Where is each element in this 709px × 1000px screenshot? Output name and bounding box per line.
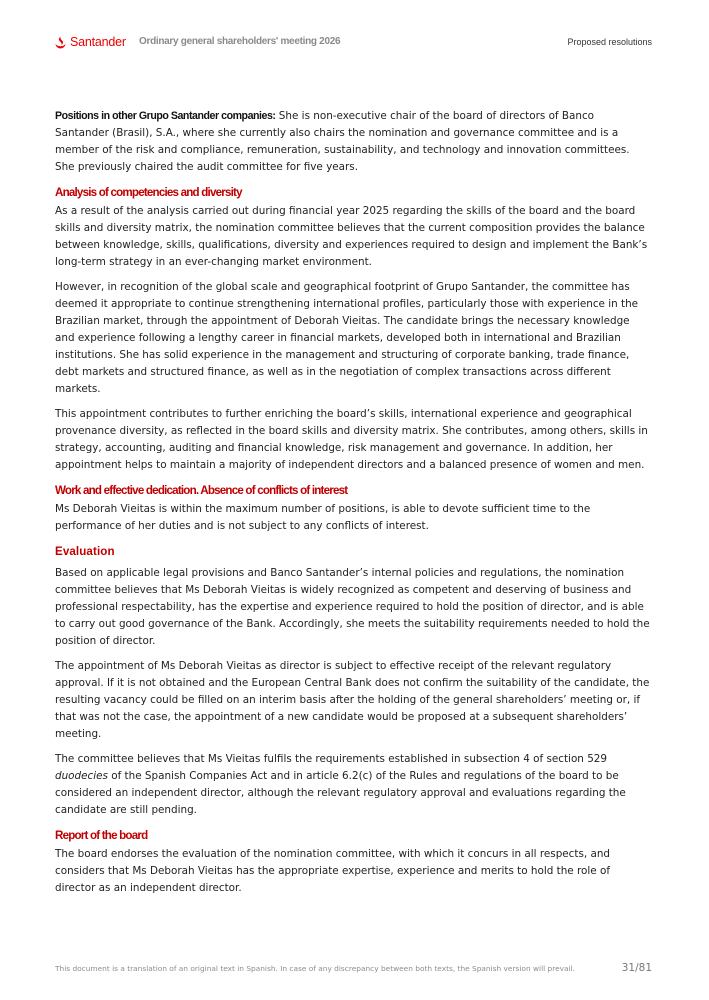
competencies-paragraph: As a result of the analysis carried out during financial year 2025 regarding the skills of the board and the board skills and diversity matrix, the nomination committee believes that the current composition provides the balance between knowledge, skills, qualifications, diversity and experiences required to design and implement the Bank’s long-term strategy in an ever-changing market environment. (55, 205, 648, 268)
dedication-paragraph: Ms Deborah Vieitas is within the maximum number of positions, is able to devote sufficient time to the performance of her duties and is not subject to any conflicts of interest. (55, 503, 591, 532)
report-heading: Report of the board (55, 829, 148, 842)
page-header (55, 35, 652, 51)
dedication-heading: Work and effective dedication. Absence of conflicts of interest (55, 484, 348, 497)
page-footer (55, 962, 652, 976)
evaluation-text: The committee believes that Ms Vieitas fulfils the requirements established in subsection 4 of section 529 (55, 753, 608, 765)
santander-logo (55, 35, 126, 49)
positions-paragraph (55, 108, 651, 176)
competencies-paragraph: This appointment contributes to further enriching the board’s skills, international experience and geographical provenance diversity, as reflected in the board skills and diversity matrix. She contributes, among others, skills in strategy, accounting, auditing and financial knowledge, risk management and governance. In addition, her appointment helps to maintain a majority of independent directors and a balanced presence of women and men. (55, 408, 648, 471)
evaluation-text: of the Spanish Companies Act and in article 6.2(c) of the Rules and regulations of the board to be considered an independent director, although the relevant regulatory approval and evaluations regarding the candidate are still pending. (55, 770, 626, 816)
meeting-title: Ordinary general shareholders' meeting 2026 (139, 36, 341, 47)
evaluation-paragraph (55, 751, 651, 819)
document-body (55, 108, 651, 897)
translation-disclaimer: This document is a translation of an original text in Spanish. In case of any discrepancy between both texts, the Spanish version will prevail. (55, 964, 575, 973)
evaluation-paragraph: The appointment of Ms Deborah Vieitas as director is subject to effective receipt of the relevant regulatory approval. If it is not obtained and the European Central Bank does not confirm the suitability of the candidate, the resulting vacancy could be filled on an interim basis after the holding of the general shareholders’ meeting or, if that was not the case, the appointment of a new candidate would be proposed at a subsequent shareholders’ meeting. (55, 660, 650, 740)
positions-heading: Positions in other Grupo Santander companies: (55, 110, 276, 122)
santander-flame-icon (55, 36, 66, 49)
evaluation-italic-term: duodecies (55, 770, 108, 782)
page-number: 31/81 (621, 962, 652, 974)
brand-name: Santander (70, 35, 126, 49)
positions-text: She is non-executive chair of the board of directors of Banco Santander (Brasil), S.A., where she currently also chairs the nomination and governance committee and is a member of the risk and compliance, remuneration, sustainability, and technology and innovation committees. She previously chaired the audit committee for five years. (55, 110, 630, 173)
competencies-paragraph: However, in recognition of the global scale and geographical footprint of Grupo Santander, the committee has deemed it appropriate to continue strengthening international profiles, particularly those with experience in the Brazilian market, through the appointment of Deborah Vieitas. The candidate brings the necessary knowledge and experience following a lengthy career in financial markets, developed both in international and Brazilian institutions. She has solid experience in the management and structuring of corporate banking, trade finance, debt markets and structured finance, as well as in the negotiation of complex transactions across different markets. (55, 281, 639, 395)
evaluation-heading: Evaluation (55, 545, 115, 558)
report-paragraph: The board endorses the evaluation of the nomination committee, with which it concurs in all respects, and considers that Ms Deborah Vieitas has the appropriate expertise, experience and merits to hold the role of director as an independent director. (55, 848, 611, 894)
competencies-heading: Analysis of competencies and diversity (55, 186, 242, 199)
evaluation-paragraph: Based on applicable legal provisions and Banco Santander’s internal policies and regulations, the nomination committee believes that Ms Deborah Vieitas is widely recognized as competent and deserving of business and professional respectability, has the expertise and experience required to hold the position of director, and is able to carry out good governance of the Bank. Accordingly, she meets the suitability requirements needed to hold the position of director. (55, 567, 650, 647)
section-label: Proposed resolutions (567, 37, 652, 47)
